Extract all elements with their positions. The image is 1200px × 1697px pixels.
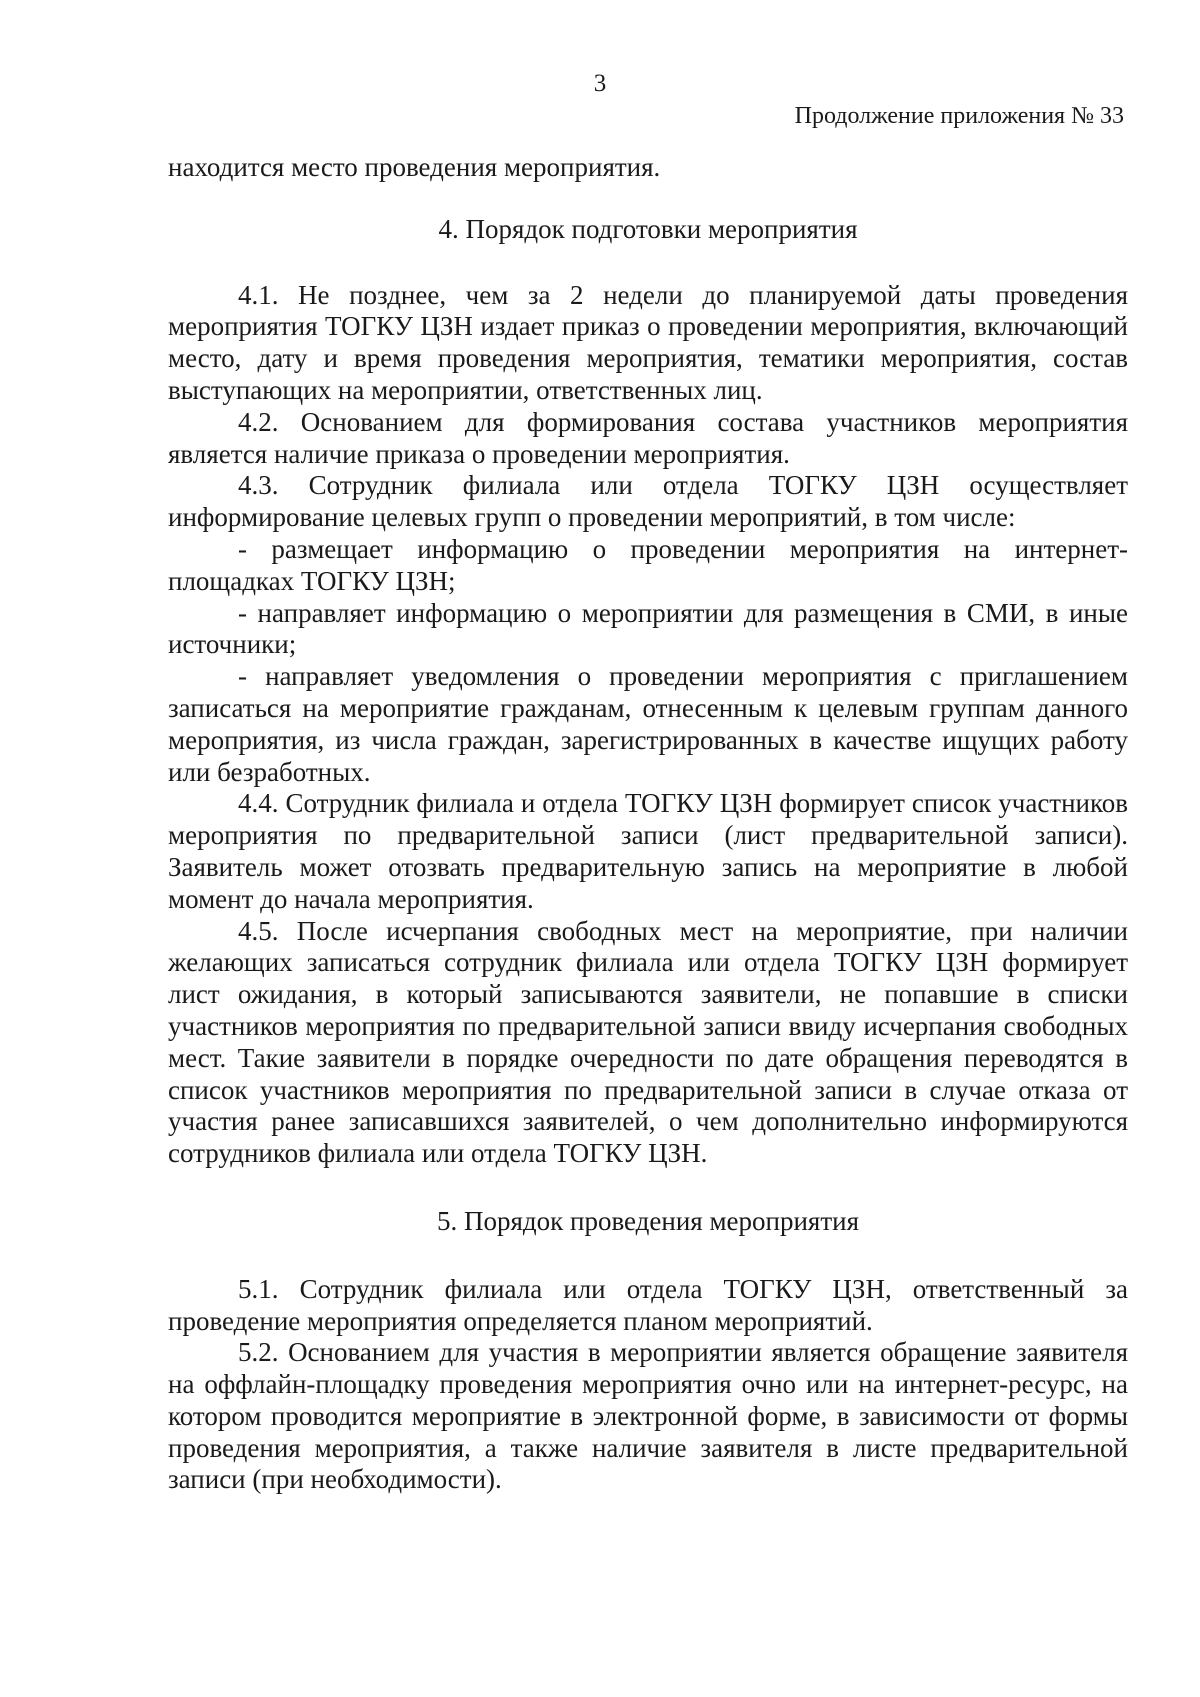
paragraph-4-5: 4.5. После исчерпания свободных мест на мероприятие, при наличии желающих записаться сотрудник филиала или отдела ТОГКУ ЦЗН формирует лист ожидания, в который записываются заявители, не попавшие в списки участников мероприятия по предварительной записи ввиду исчерпания свободных мест. Такие заявители в порядке очередности по дате обращения переводятся в список участников мероприятия по предварительной записи в случае отказа от участия ранее записавшихся заявителей, о чем дополнительно информируются сотрудников филиала или отдела ТОГКУ ЦЗН. — [168, 915, 1128, 1169]
paragraph-4-1: 4.1. Не позднее, чем за 2 недели до планируемой даты проведения мероприятия ТОГКУ ЦЗН издает приказ о проведении мероприятия, включающий место, дату и время проведения мероприятия, тематики мероприятия, состав выступающих на мероприятии, ответственных лиц. — [168, 279, 1128, 405]
section-4-heading: 4. Порядок подготовки мероприятия — [438, 213, 858, 244]
paragraph-5-1: 5.1. Сотрудник филиала или отдела ТОГКУ ЦЗН, ответственный за проведение мероприятия определяется планом мероприятий. — [168, 1273, 1128, 1336]
paragraph-4-4: 4.4. Сотрудник филиала и отдела ТОГКУ ЦЗН формирует список участников мероприятия по предварительной записи (лист предварительной записи). Заявитель может отозвать предварительную запись на мероприятие в любой момент до начала мероприятия. — [168, 788, 1128, 914]
running-header: Продолжение приложения № 33 — [794, 103, 1124, 129]
list-item-4-3-c: - направляет уведомления о проведении мероприятия с приглашением записаться на мероприятие гражданам, отнесенным к целевым группам данного мероприятия, из числа граждан, зарегистрированных в качестве ищущих работу или безработных. — [168, 661, 1128, 787]
document-body — [168, 152, 1128, 1496]
list-item-4-3-a: - размещает информацию о проведении мероприятия на интернет-площадках ТОГКУ ЦЗН; — [168, 533, 1128, 596]
continuation-text: находится место проведения мероприятия. — [168, 152, 661, 182]
paragraph-5-2: 5.2. Основанием для участия в мероприятии является обращение заявителя на оффлайн-площадку проведения мероприятия очно или на интернет-ресурс, на котором проводится мероприятие в электронной форме, в зависимости от формы проведения мероприятия, а также наличие заявителя в листе предварительной записи (при необходимости). — [168, 1337, 1128, 1495]
section-5-heading: 5. Порядок проведения мероприятия — [436, 1205, 860, 1236]
list-item-4-3-b: - направляет информацию о мероприятии для размещения в СМИ, в иные источники; — [168, 597, 1128, 660]
paragraph-4-2: 4.2. Основанием для формирования состава участников мероприятия является наличие приказа о проведении мероприятия. — [168, 406, 1128, 469]
page-number: 3 — [593, 70, 607, 97]
paragraph-4-3: 4.3. Сотрудник филиала или отдела ТОГКУ ЦЗН осуществляет информирование целевых групп о проведении мероприятий, в том числе: — [168, 470, 1128, 533]
